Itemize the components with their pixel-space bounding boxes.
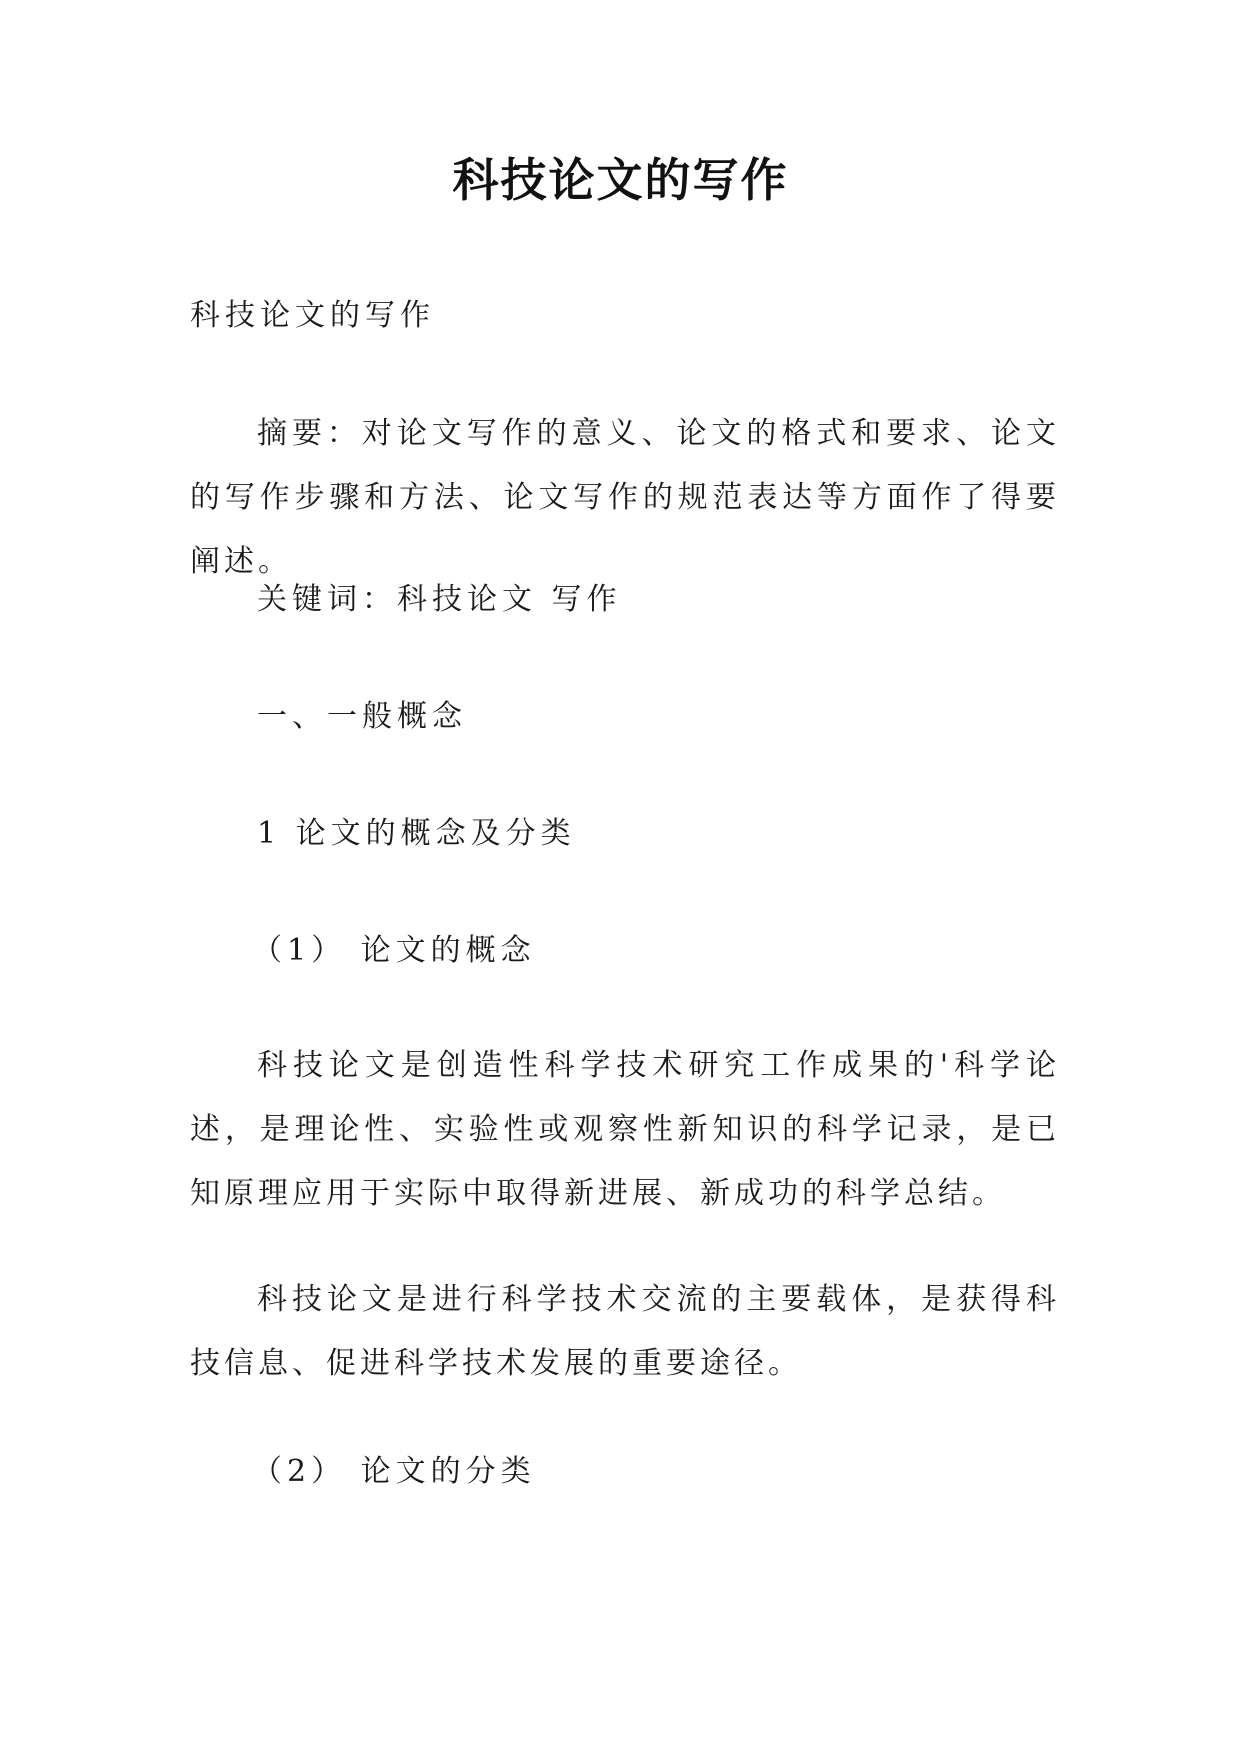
subsection-heading: 1 论文的概念及分类: [257, 816, 576, 851]
body-paragraph-definition: 科技论文是创造性科学技术研究工作成果的'科学论述，是理论性、实验性或观察性新知识的科学记录，是已知原理应用于实际中取得新进展、新成功的科学总结。: [190, 1048, 1060, 1211]
document-title: 科技论文的写作: [452, 153, 789, 207]
item-heading-classification: （2） 论文的分类: [252, 1454, 536, 1489]
abstract-paragraph: 摘要：对论文写作的意义、论文的格式和要求、论文的写作步骤和方法、论文写作的规范表达等方面作了得要阐述。: [190, 416, 1060, 579]
item-heading-concept: （1） 论文的概念: [252, 933, 536, 968]
body-paragraph-role: 科技论文是进行科学技术交流的主要载体，是获得科技信息、促进科学技术发展的重要途径。: [190, 1282, 1060, 1381]
keywords-line: 关键词：科技论文 写作: [257, 582, 622, 617]
section-heading: 一、一般概念: [257, 699, 467, 734]
document-subtitle: 科技论文的写作: [190, 298, 435, 333]
